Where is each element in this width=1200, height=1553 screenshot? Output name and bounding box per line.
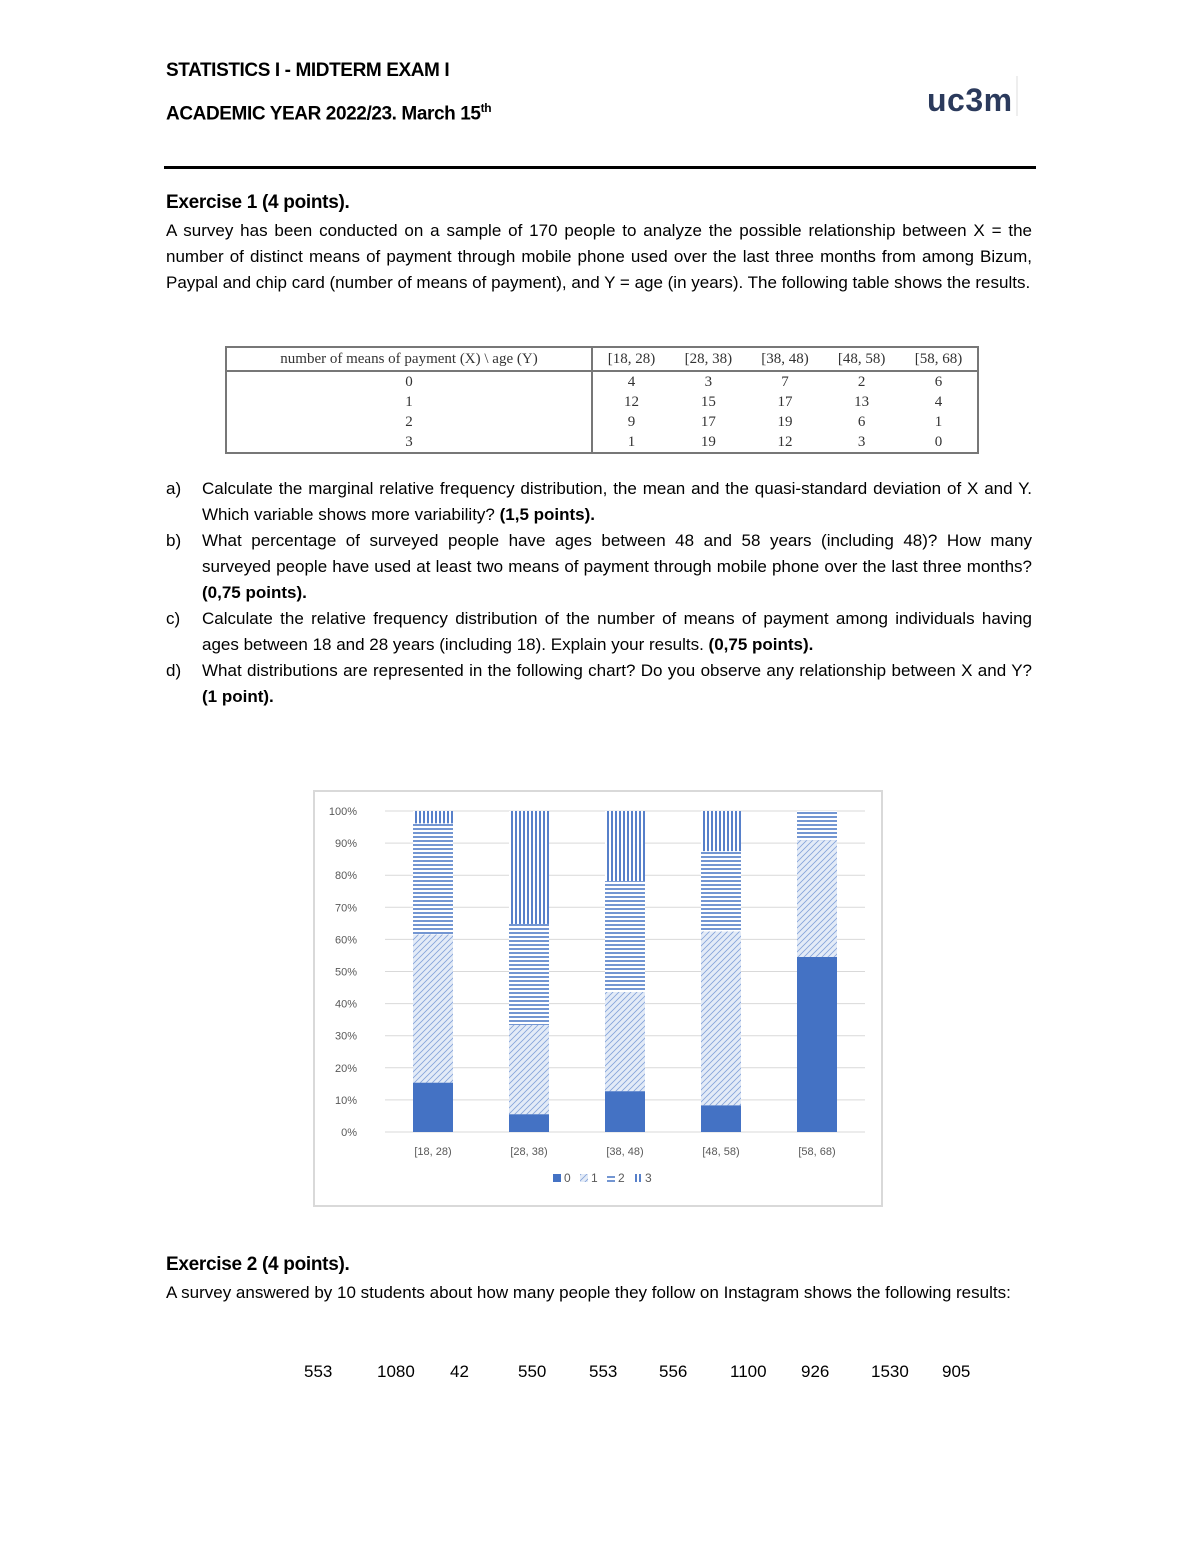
table-row — [226, 432, 978, 453]
question-text — [202, 606, 1032, 658]
follower-values — [0, 1362, 1200, 1386]
table-row — [226, 412, 978, 432]
bar-segment-series-1 — [605, 992, 645, 1091]
table-row — [226, 392, 978, 412]
table-row-header: 0 — [226, 371, 592, 392]
header-rule — [164, 166, 1036, 169]
question-body: Calculate the marginal relative frequency distribution, the mean and the quasi-standard deviation of X and Y. Which variable shows more variability? — [202, 479, 1032, 524]
bar-segment-series-2 — [797, 811, 837, 840]
y-tick-label: 30% — [334, 1030, 357, 1043]
follower-value: 556 — [659, 1362, 688, 1381]
table-cell: 19 — [777, 413, 793, 430]
table-cell: 3 — [823, 432, 900, 453]
table-col-header: [48, 58) — [823, 347, 900, 371]
question-points: (1 point). — [202, 687, 274, 706]
legend-label: 1 — [591, 1171, 598, 1185]
question-body: Calculate the relative frequency distribution of the number of means of payment among individuals having ages between 18 and 28 years (including 18). Explain your results. — [202, 609, 1032, 654]
question-points: (0,75 points). — [703, 635, 814, 654]
bar-segment-series-0 — [701, 1105, 741, 1132]
bar-segment-series-3 — [605, 811, 645, 881]
question-label: b) — [166, 531, 182, 550]
follower-value: 42 — [450, 1362, 469, 1381]
table-cell: 13 — [854, 393, 870, 410]
question-body: What percentage of surveyed people have ages between 48 and 58 years (including 48)? How many surveyed people have used at least two means of payment through mobile phone over the last three months? — [202, 531, 1032, 576]
legend-label: 0 — [564, 1171, 571, 1185]
follower-value: 553 — [304, 1362, 333, 1381]
bar-segment-series-0 — [413, 1083, 453, 1132]
bar-segment-series-1 — [509, 1025, 549, 1114]
y-tick-label: 80% — [334, 870, 357, 883]
table-cell: 6 — [857, 413, 866, 430]
follower-value: 553 — [589, 1362, 618, 1381]
stacked-bar-chart — [313, 790, 883, 1207]
table-cell: 12 — [747, 432, 824, 453]
bar-segment-series-3 — [413, 811, 453, 823]
question-list — [166, 476, 1032, 710]
table-cell: 0 — [900, 432, 978, 453]
legend-swatch — [607, 1174, 615, 1182]
y-tick-label: 100% — [328, 806, 357, 818]
bar-segment-series-1 — [797, 840, 837, 957]
question-text — [202, 528, 1032, 606]
bar-segment-series-0 — [797, 957, 837, 1132]
question-label: d) — [166, 661, 182, 680]
table-cell: 2 — [857, 373, 866, 390]
table-cell: 3 — [704, 373, 713, 390]
bar-segment-series-1 — [701, 931, 741, 1105]
question-points: (1,5 points). — [494, 505, 596, 524]
question-label: a) — [166, 479, 182, 498]
legend-swatch — [553, 1174, 561, 1182]
legend-label: 3 — [645, 1171, 652, 1185]
question-points: (0,75 points). — [202, 583, 307, 602]
table-cell: 1 — [592, 432, 670, 453]
legend-label: 2 — [618, 1171, 625, 1185]
table-cell: 4 — [627, 373, 636, 390]
table-row-header: 3 — [226, 432, 592, 453]
follower-value: 550 — [518, 1362, 547, 1381]
bar-segment-series-2 — [701, 851, 741, 931]
y-tick-label: 70% — [334, 902, 357, 915]
legend-swatch — [634, 1174, 642, 1182]
academic-year — [166, 101, 491, 125]
legend-swatch — [580, 1174, 588, 1182]
bar-segment-series-2 — [413, 823, 453, 934]
follower-value: 926 — [801, 1362, 830, 1381]
y-tick-label: 40% — [334, 998, 357, 1011]
academic-year-text: ACADEMIC YEAR 2022/23. March 15 — [166, 103, 481, 125]
table-row-header: 2 — [226, 412, 592, 432]
table-cell: 15 — [700, 393, 716, 410]
table-cell: 12 — [624, 393, 639, 410]
x-tick-label: [38, 48) — [606, 1146, 644, 1158]
table-cell: 7 — [781, 373, 789, 390]
x-tick-label: [58, 68) — [798, 1146, 836, 1158]
bar-segment-series-3 — [701, 811, 741, 851]
question-text — [202, 658, 1032, 710]
table-cell: 9 — [627, 413, 636, 430]
bar-segment-series-3 — [509, 811, 549, 924]
exercise2-title: Exercise 2 (4 points). — [166, 1254, 350, 1275]
exercise1-title: Exercise 1 (4 points). — [166, 192, 350, 213]
table-cell: 19 — [670, 432, 747, 453]
contingency-table — [225, 346, 979, 454]
table-row-header: 1 — [226, 392, 592, 412]
logo-divider — [1016, 76, 1018, 116]
x-tick-label: [18, 28) — [414, 1146, 452, 1158]
follower-value: 1080 — [377, 1362, 415, 1381]
exam-title: STATISTICS I - MIDTERM EXAM I — [166, 60, 450, 81]
y-tick-label: 10% — [334, 1094, 357, 1107]
table-cell: 17 — [700, 413, 716, 430]
follower-value: 1100 — [730, 1362, 767, 1381]
x-tick-label: [28, 38) — [510, 1146, 548, 1158]
exercise1-intro: A survey has been conducted on a sample of 170 people to analyze the possible relationship between X = the number of distinct means of payment through mobile phone used over the last three months from among Bizum, Paypal and chip card (number of means of payment), and Y = age (in years). The following table shows the results. — [166, 221, 1032, 292]
date-suffix: th — [480, 101, 492, 115]
table-col-header: [58, 68) — [900, 347, 978, 371]
table-cell: 1 — [900, 412, 978, 432]
follower-value: 905 — [942, 1362, 971, 1381]
y-tick-label: 20% — [334, 1062, 357, 1075]
bar-segment-series-1 — [413, 934, 453, 1082]
question-label: c) — [166, 609, 181, 628]
exercise2-intro: A survey answered by 10 students about how many people they follow on Instagram shows the following results: — [166, 1283, 1011, 1302]
chart-canvas — [315, 792, 881, 1205]
uc3m-logo: uc3m — [927, 82, 1013, 118]
table-col-header: [18, 28) — [592, 347, 670, 371]
question-body: What distributions are represented in the following chart? Do you observe any relationship between X and Y? — [202, 661, 1032, 680]
y-tick-label: 0% — [341, 1127, 357, 1139]
table-cell: 6 — [900, 371, 978, 392]
y-tick-label: 60% — [334, 934, 357, 947]
table-cell: 4 — [900, 392, 978, 412]
follower-value: 1530 — [871, 1362, 909, 1381]
table-col-header: [28, 38) — [670, 347, 747, 371]
y-tick-label: 90% — [334, 838, 357, 851]
question-item — [166, 476, 1032, 528]
bar-segment-series-0 — [605, 1091, 645, 1132]
table-row — [226, 371, 978, 392]
bar-segment-series-0 — [509, 1114, 549, 1132]
question-item — [166, 606, 1032, 658]
bar-segment-series-2 — [605, 881, 645, 992]
table-corner-header: number of means of payment (X) \ age (Y) — [226, 347, 592, 371]
table-col-header: [38, 48) — [747, 347, 824, 371]
x-tick-label: [48, 58) — [702, 1146, 740, 1158]
question-text — [202, 476, 1032, 528]
bar-segment-series-2 — [509, 924, 549, 1025]
question-item — [166, 658, 1032, 710]
table-cell: 17 — [777, 393, 793, 410]
question-item — [166, 528, 1032, 606]
y-tick-label: 50% — [334, 966, 357, 979]
